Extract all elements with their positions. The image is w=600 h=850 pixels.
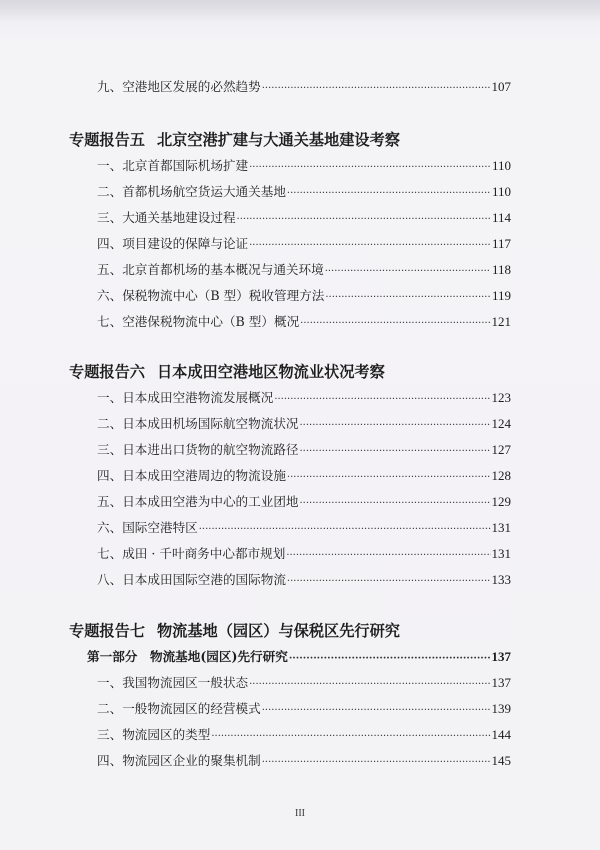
- toc-leader-dots: [199, 520, 491, 538]
- toc-entry-title: 七、空港保税物流中心（B 型）概况: [97, 314, 300, 329]
- toc-entry-title: 三、大通关基地建设过程: [97, 210, 236, 225]
- toc-entry: [97, 288, 511, 306]
- toc-entry-page: 139: [491, 701, 511, 716]
- toc-leader-dots: [325, 288, 491, 306]
- toc-entry-page: 137: [491, 675, 511, 690]
- toc-entry-title: 八、日本成田国际空港的国际物流: [97, 572, 286, 587]
- toc-leader-dots: [287, 572, 491, 590]
- toc-entry-title: 六、保税物流中心（B 型）税收管理方法: [97, 288, 325, 303]
- toc-entry-page: 129: [491, 494, 511, 509]
- toc-leader-dots: [289, 649, 491, 667]
- toc-entry-page: 117: [491, 236, 511, 251]
- toc-leader-dots: [262, 701, 491, 719]
- toc-entry-title: 一、北京首都国际机场扩建: [97, 158, 249, 173]
- toc-entry-title: 二、日本成田机场国际航空物流状况: [97, 416, 299, 431]
- toc-entry-page: 123: [491, 390, 511, 405]
- scan-shadow: [0, 0, 600, 22]
- toc-leader-dots: [300, 314, 490, 332]
- toc-entry-page: 110: [491, 158, 511, 173]
- toc-entry-page: 127: [491, 442, 511, 457]
- toc-leader-dots: [274, 390, 490, 408]
- toc-leader-dots: [300, 416, 491, 434]
- toc-leader-dots: [287, 468, 491, 486]
- toc-entry-page: 145: [491, 753, 511, 768]
- toc-entry-title: 六、国际空港特区: [97, 520, 198, 535]
- toc-leader-dots: [249, 158, 491, 176]
- toc-entry-title: 四、项目建设的保障与论证: [97, 236, 249, 251]
- toc-part-entry: [87, 649, 511, 667]
- toc-entry-page: 133: [491, 572, 511, 587]
- toc-entry: [97, 210, 511, 228]
- toc-entry-page: 131: [491, 520, 511, 535]
- toc-entry-title: 二、首都机场航空货运大通关基地: [97, 184, 286, 199]
- toc-entry-page: 114: [491, 210, 511, 225]
- toc-leader-dots: [300, 494, 491, 512]
- toc-entry: [97, 390, 511, 408]
- toc-entry-page: 128: [491, 468, 511, 483]
- section-label: 专题报告六: [69, 363, 145, 381]
- toc-entry: [97, 546, 511, 564]
- toc-entry-page: 119: [491, 288, 511, 303]
- toc-entry: [97, 701, 511, 719]
- toc-entry-title: 一、我国物流园区一般状态: [97, 675, 249, 690]
- toc-entry: [97, 314, 511, 332]
- toc-entry: [97, 675, 511, 693]
- section-title: 日本成田空港地区物流业状况考察: [156, 363, 385, 381]
- toc-part-title: 第一部分 物流基地(园区)先行研究: [87, 649, 288, 664]
- toc-entry-page: 110: [491, 184, 511, 199]
- toc-entry: [97, 79, 511, 97]
- toc-entry: [97, 158, 511, 176]
- toc-entry: [97, 572, 511, 590]
- toc-entry: [97, 753, 511, 771]
- toc-entry-title: 三、物流园区的类型: [97, 727, 211, 742]
- section-label: 专题报告五: [69, 131, 145, 149]
- toc-entry-title: 一、日本成田空港物流发展概况: [97, 390, 274, 405]
- section-heading: [69, 362, 385, 382]
- toc-entry-page: 124: [491, 416, 511, 431]
- toc-leader-dots: [325, 262, 491, 280]
- toc-entry-page: 107: [491, 79, 511, 94]
- toc-entry-page: 121: [491, 314, 511, 329]
- toc-entry-title: 四、物流园区企业的聚集机制: [97, 753, 261, 768]
- section-label: 专题报告七: [69, 622, 145, 640]
- toc-entry-title: 三、日本进出口货物的航空物流路径: [97, 442, 299, 457]
- toc-leader-dots: [249, 236, 491, 254]
- section-title: 北京空港扩建与大通关基地建设考察: [156, 131, 400, 149]
- toc-entry-title: 二、一般物流园区的经营模式: [97, 701, 261, 716]
- section-heading: [69, 621, 400, 641]
- toc-entry: [97, 236, 511, 254]
- toc-leader-dots: [262, 753, 491, 771]
- toc-entry-page: 137: [491, 649, 511, 664]
- toc-entry: [97, 442, 511, 460]
- toc-entry-title: 五、日本成田空港为中心的工业团地: [97, 494, 299, 509]
- toc-entry: [97, 184, 511, 202]
- toc-entry: [97, 262, 511, 280]
- page-number: III: [295, 808, 305, 819]
- toc-entry-title: 四、日本成田空港周边的物流设施: [97, 468, 286, 483]
- toc-entry: [97, 468, 511, 486]
- toc-entry-page: 118: [491, 262, 511, 277]
- toc-leader-dots: [262, 79, 491, 97]
- toc-leader-dots: [211, 727, 490, 745]
- toc-entry-page: 131: [491, 546, 511, 561]
- toc-entry: [97, 520, 511, 538]
- section-heading: [69, 130, 400, 150]
- section-title: 物流基地（园区）与保税区先行研究: [156, 622, 400, 640]
- toc-leader-dots: [286, 546, 490, 564]
- toc-entry-title: 七、成田 · 千叶商务中心都市规划: [97, 546, 286, 561]
- toc-leader-dots: [300, 442, 491, 460]
- toc-entry-title: 九、空港地区发展的必然趋势: [97, 79, 261, 94]
- toc-entry: [97, 494, 511, 512]
- toc-entry: [97, 416, 511, 434]
- toc-entry: [97, 727, 511, 745]
- toc-leader-dots: [287, 184, 491, 202]
- toc-entry-page: 144: [491, 727, 511, 742]
- toc-leader-dots: [249, 675, 490, 693]
- toc-entry-title: 五、北京首都机场的基本概况与通关环境: [97, 262, 324, 277]
- toc-leader-dots: [237, 210, 491, 228]
